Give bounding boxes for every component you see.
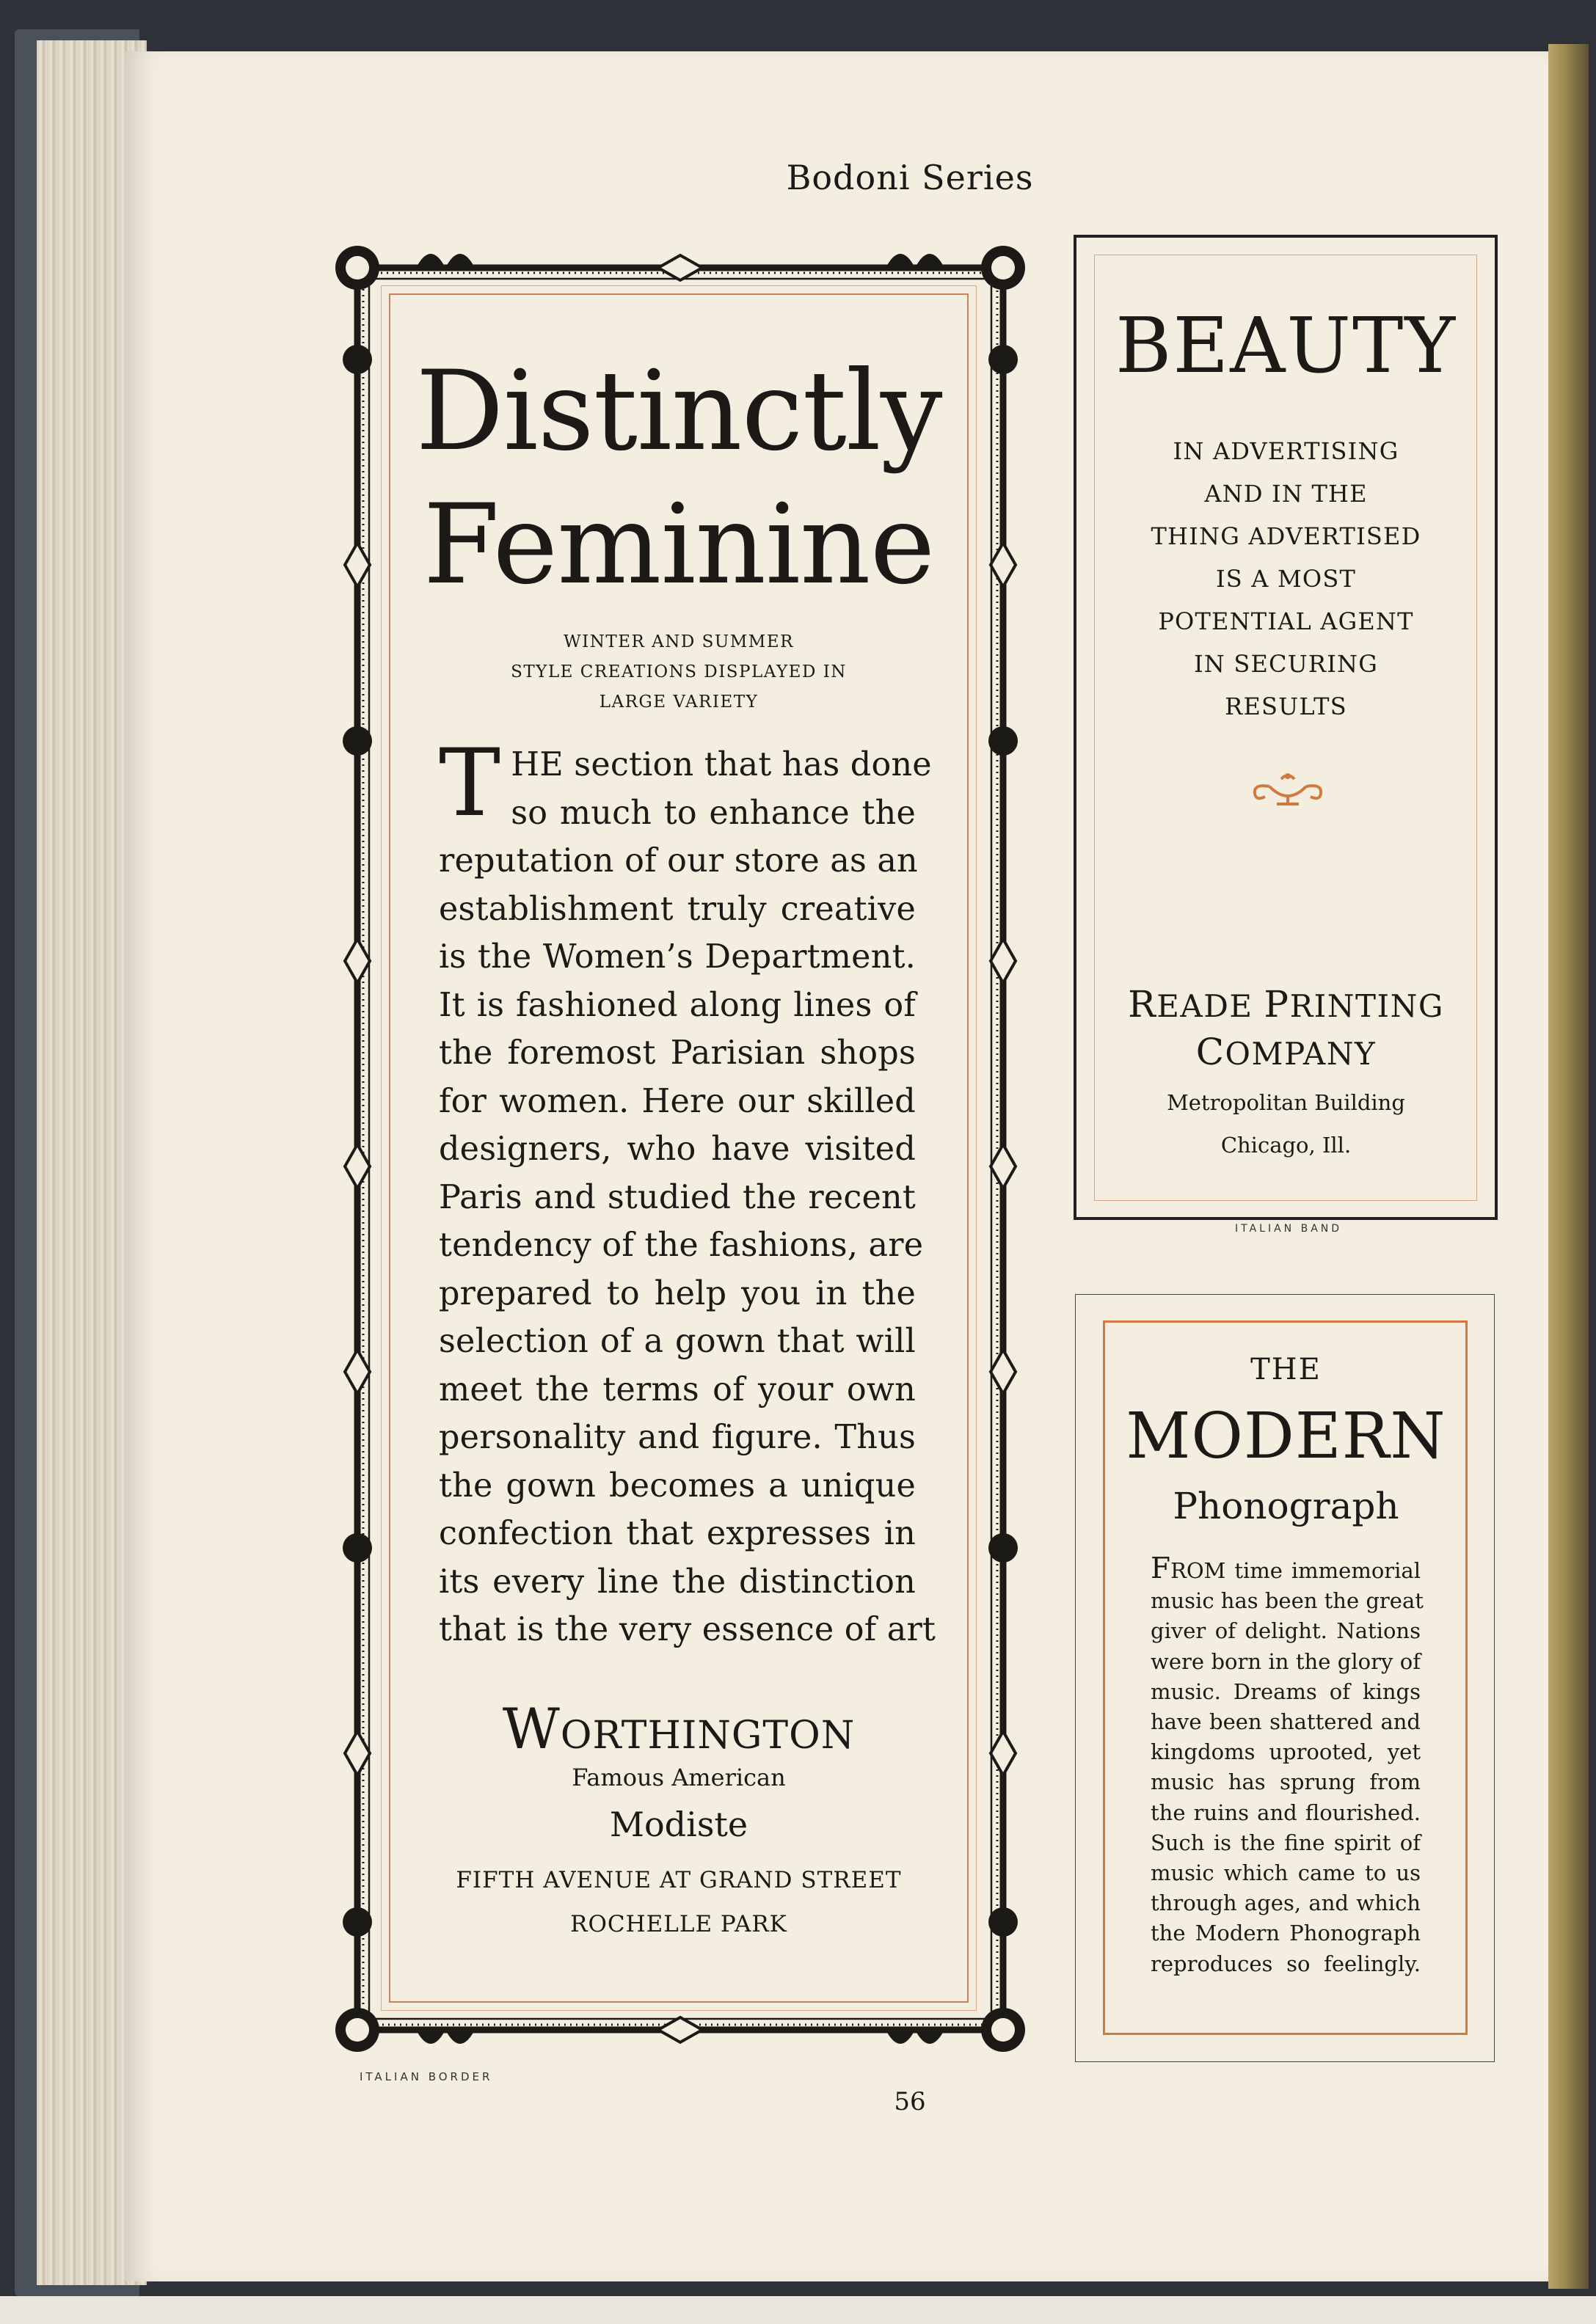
address-line-1: FIFTH AVENUE AT GRAND STREET (456, 1867, 902, 1893)
body-line: HE section that has done (511, 746, 932, 783)
body-line: confection that expresses in (439, 1515, 916, 1552)
company-cap: R (1128, 983, 1157, 1026)
modern-line: were born in the glory of (1151, 1648, 1421, 1674)
beauty-address-line: Metropolitan Building (1167, 1090, 1405, 1115)
body-line: Paris and studied the recent (439, 1178, 916, 1216)
subhead (440, 627, 917, 717)
modern-line: the Modern Phonograph (1151, 1921, 1421, 1946)
headline (411, 345, 947, 612)
caption-italian-border: ITALIAN BORDER (360, 2070, 493, 2083)
beauty-title: BEAUTY (1115, 301, 1457, 390)
modern-line: reproduces so feelingly. (1151, 1951, 1421, 1976)
beauty-address-line: Chicago, Ill. (1220, 1133, 1352, 1158)
signature-name (440, 1696, 917, 1761)
modern-line: giver of delight. Nations (1151, 1618, 1421, 1644)
beauty-copy (1086, 430, 1486, 728)
lead-rest: time immemorial (1225, 1558, 1421, 1583)
modern-subtitle: Phonograph (1173, 1485, 1399, 1527)
book-cover-right (1548, 44, 1589, 2289)
body-line: so much to enhance the (511, 794, 916, 832)
body-line: prepared to help you in the (439, 1274, 916, 1312)
running-head: Bodoni Series (786, 158, 1034, 197)
body-line: its every line the distinction (439, 1563, 916, 1601)
caption-italian-band: ITALIAN BAND (1235, 1223, 1343, 1235)
headline-line2: Feminine (423, 481, 935, 609)
headline-line1: Distinctly (415, 348, 942, 475)
modern-line: have been shattered and (1151, 1709, 1421, 1735)
beauty-line: RESULTS (1225, 693, 1347, 720)
modern-line: music has been the great (1151, 1588, 1424, 1614)
company-rest: OMPANY (1225, 1036, 1377, 1072)
company-cap: P (1264, 983, 1290, 1026)
subhead-line: WINTER AND SUMMER (564, 632, 794, 651)
beauty-address (1086, 1081, 1486, 1166)
signature-title: Famous American (572, 1764, 786, 1791)
subhead-line: STYLE CREATIONS DISPLAYED IN (511, 662, 847, 682)
company-line-2 (1086, 1029, 1486, 1077)
beauty-line: IS A MOST (1215, 565, 1357, 593)
body-copy (439, 729, 936, 1654)
page-number: 56 (894, 2087, 926, 2116)
body-line: personality and figure. Thus (439, 1419, 916, 1456)
body-line: reputation of our store as an (439, 842, 918, 880)
lead-smallcaps: ROM (1170, 1558, 1226, 1583)
beauty-line: THING ADVERTISED (1151, 522, 1421, 550)
body-line: that is the very essence of art (439, 1611, 936, 1648)
urn-ornament-icon (1247, 770, 1328, 814)
signature-type: Modiste (609, 1805, 748, 1844)
body-line: selection of a gown that will (439, 1323, 916, 1360)
modern-line: Such is the fine spirit of (1151, 1830, 1421, 1855)
beauty-line: IN ADVERTISING (1173, 437, 1399, 465)
body-line: It is fashioned along lines of (439, 986, 916, 1024)
modern-body (1151, 1552, 1424, 1979)
subhead-line: LARGE VARIETY (599, 693, 759, 712)
signature-cap: W (502, 1696, 561, 1761)
company-line-1 (1086, 982, 1486, 1029)
table-surface (0, 2296, 1596, 2324)
modern-first-line (1151, 1554, 1421, 1586)
body-line: tendency of the fashions, are (439, 1227, 924, 1264)
modern-line: music which came to us (1151, 1860, 1421, 1886)
body-line: is the Women’s Department. (439, 938, 916, 976)
body-line: for women. Here our skilled (439, 1082, 916, 1120)
modern-line: kingdoms uprooted, yet (1151, 1739, 1421, 1765)
beauty-line: IN SECURING (1193, 650, 1379, 678)
body-line: meet the terms of your own (439, 1370, 916, 1408)
modern-line: music. Dreams of kings (1151, 1678, 1421, 1704)
body-line: the gown becomes a unique (439, 1466, 916, 1505)
lead-cap: F (1151, 1552, 1171, 1585)
modern-kicker: THE (1250, 1353, 1322, 1386)
modern-line: music has sprung from (1151, 1769, 1421, 1795)
body-line: designers, who have visited (439, 1130, 916, 1168)
modern-title: MODERN (1126, 1400, 1446, 1473)
beauty-company (1086, 982, 1486, 1077)
body-line: establishment truly creative (439, 890, 916, 928)
beauty-line: AND IN THE (1204, 480, 1368, 508)
modern-line: the ruins and flourished. (1151, 1799, 1421, 1825)
beauty-line: POTENTIAL AGENT (1158, 607, 1414, 635)
drop-cap: T (439, 729, 501, 837)
company-rest: RINTING (1289, 988, 1444, 1024)
body-line: the foremost Parisian shops (439, 1034, 916, 1072)
company-cap: C (1195, 1031, 1225, 1073)
signature-rest: ORTHINGTON (560, 1714, 856, 1758)
company-rest: EADE (1156, 988, 1264, 1024)
address-line-2: ROCHELLE PARK (570, 1911, 787, 1937)
modern-line: through ages, and which (1151, 1890, 1421, 1916)
